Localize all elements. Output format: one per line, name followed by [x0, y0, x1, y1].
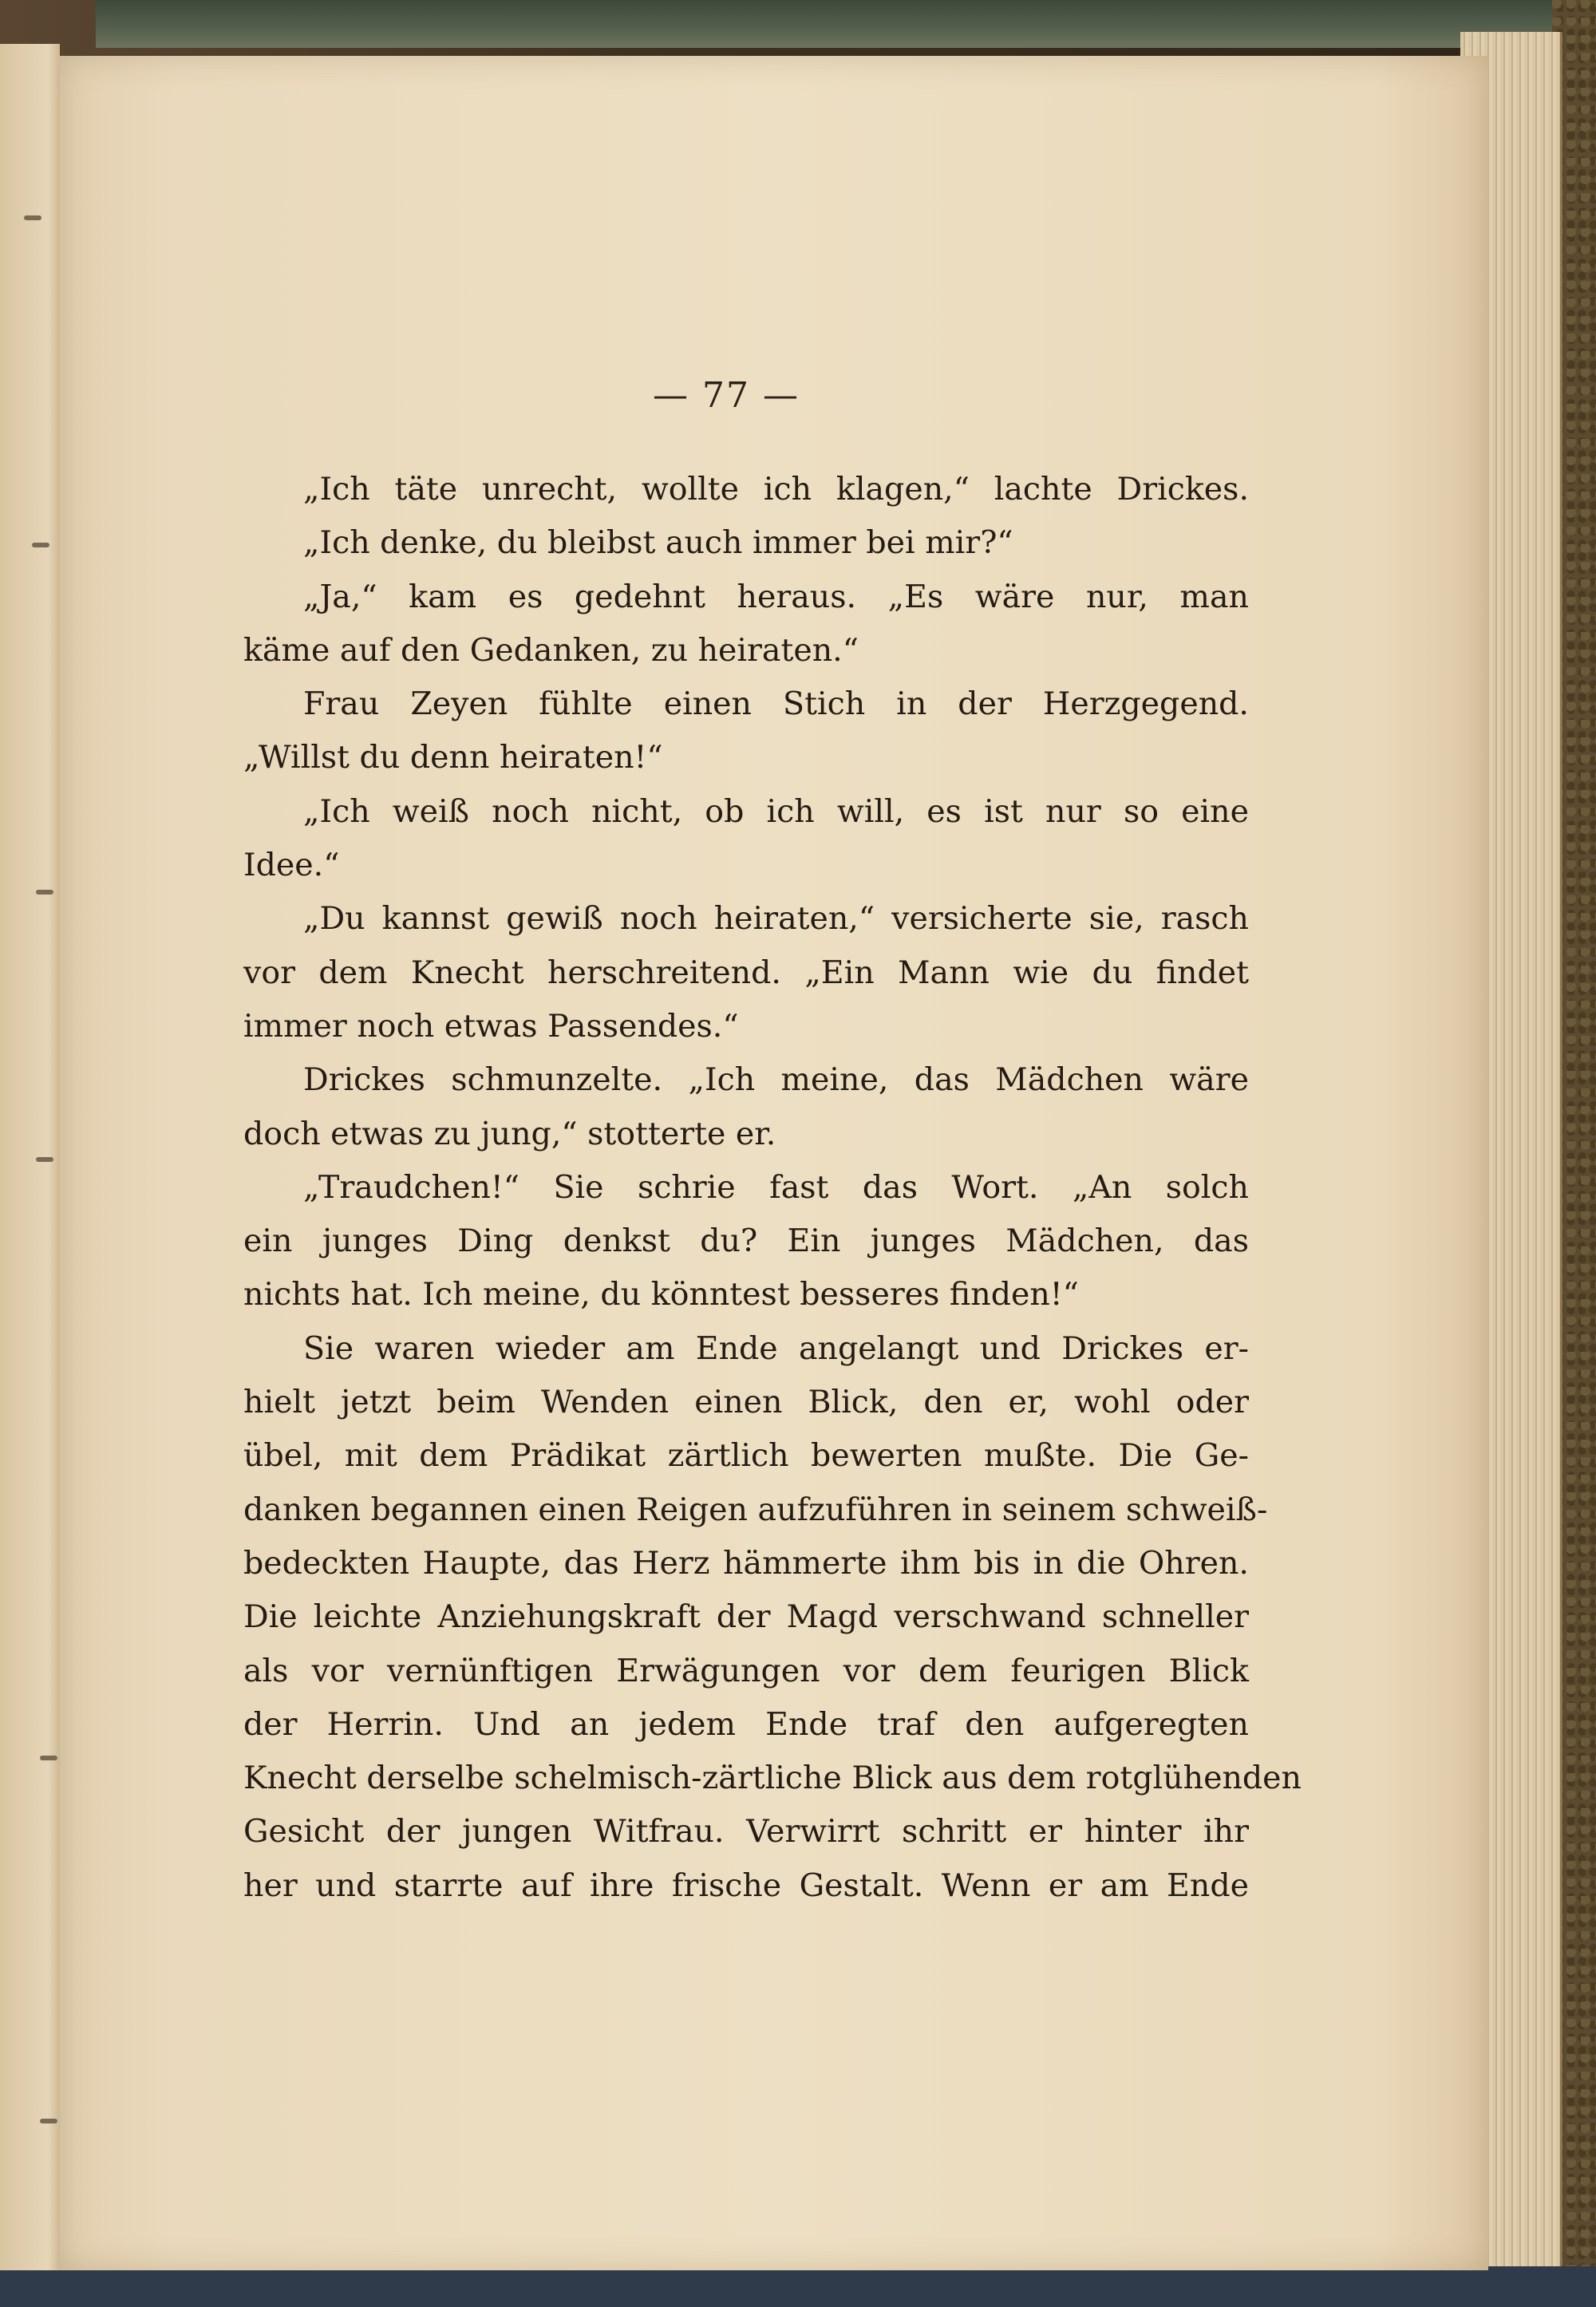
margin-mark — [32, 543, 49, 547]
margin-mark — [36, 1157, 53, 1162]
text-line: immer noch etwas Passendes.“ — [243, 1007, 739, 1045]
page-number: — 77 — — [653, 375, 800, 416]
margin-mark — [40, 1756, 57, 1760]
text-line: her und starrte auf ihre frische Gestalt. Wenn er am Ende — [243, 1867, 1249, 1904]
page-body-text — [243, 463, 1302, 1913]
text-line: „Ich täte unrecht, wollte ich klagen,“ lachte Drickes. — [303, 471, 1249, 508]
text-line: bedeckten Haupte, das Herz hämmerte ihm bis in die Ohren. — [243, 1544, 1249, 1582]
text-line: „Ja,“ kam es gedehnt heraus. „Es wäre nur, man — [303, 578, 1249, 615]
text-line: Knecht derselbe schelmisch-zärtliche Blick aus dem rotglühenden — [243, 1760, 1302, 1797]
text-line: danken begannen einen Reigen aufzuführen in seinem schweiß- — [243, 1491, 1268, 1528]
text-line: „Du kannst gewiß noch heiraten,“ versicherte sie, rasch — [303, 900, 1249, 938]
text-line: „Willst du denn heiraten!“ — [243, 739, 663, 776]
text-line: der Herrin. Und an jedem Ende traf den aufgeregten — [243, 1705, 1249, 1743]
text-line: käme auf den Gedanken, zu heiraten.“ — [243, 631, 859, 669]
text-line: Gesicht der jungen Witfrau. Verwirrt schritt er hinter ihr — [243, 1813, 1249, 1851]
text-line: Frau Zeyen fühlte einen Stich in der Herzgegend. — [303, 685, 1249, 723]
text-line: „Traudchen!“ Sie schrie fast das Wort. „An solch — [303, 1168, 1249, 1206]
book-cover-bottom — [0, 2266, 1596, 2307]
book-top-edge — [96, 0, 1596, 48]
margin-mark — [36, 890, 53, 895]
text-line: Sie waren wieder am Ende angelangt und Drickes er- — [303, 1329, 1249, 1367]
text-line: Idee.“ — [243, 847, 340, 884]
text-line: nichts hat. Ich meine, du könntest besseres finden!“ — [243, 1276, 1079, 1313]
text-line: doch etwas zu jung,“ stotterte er. — [243, 1115, 776, 1152]
margin-mark — [24, 215, 41, 220]
text-line: Drickes schmunzelte. „Ich meine, das Mädchen wäre — [303, 1061, 1249, 1099]
text-line: „Ich denke, du bleibst auch immer bei mir?“ — [303, 524, 1013, 562]
margin-mark — [40, 2119, 57, 2123]
text-line: ein junges Ding denkst du? Ein junges Mädchen, das — [243, 1223, 1249, 1260]
text-line: Die leichte Anziehungskraft der Magd verschwand schneller — [243, 1598, 1249, 1636]
text-line: hielt jetzt beim Wenden einen Blick, den er, wohl oder — [243, 1384, 1249, 1421]
text-line: vor dem Knecht herschreitend. „Ein Mann wie du findet — [243, 954, 1249, 991]
text-line: „Ich weiß noch nicht, ob ich will, es ist nur so eine — [303, 792, 1249, 830]
text-line: übel, mit dem Prädikat zärtlich bewerten mußte. Die Ge- — [243, 1437, 1249, 1475]
text-line: als vor vernünftigen Erwägungen vor dem feurigen Blick — [243, 1652, 1249, 1689]
previous-page-sliver — [0, 44, 60, 2270]
